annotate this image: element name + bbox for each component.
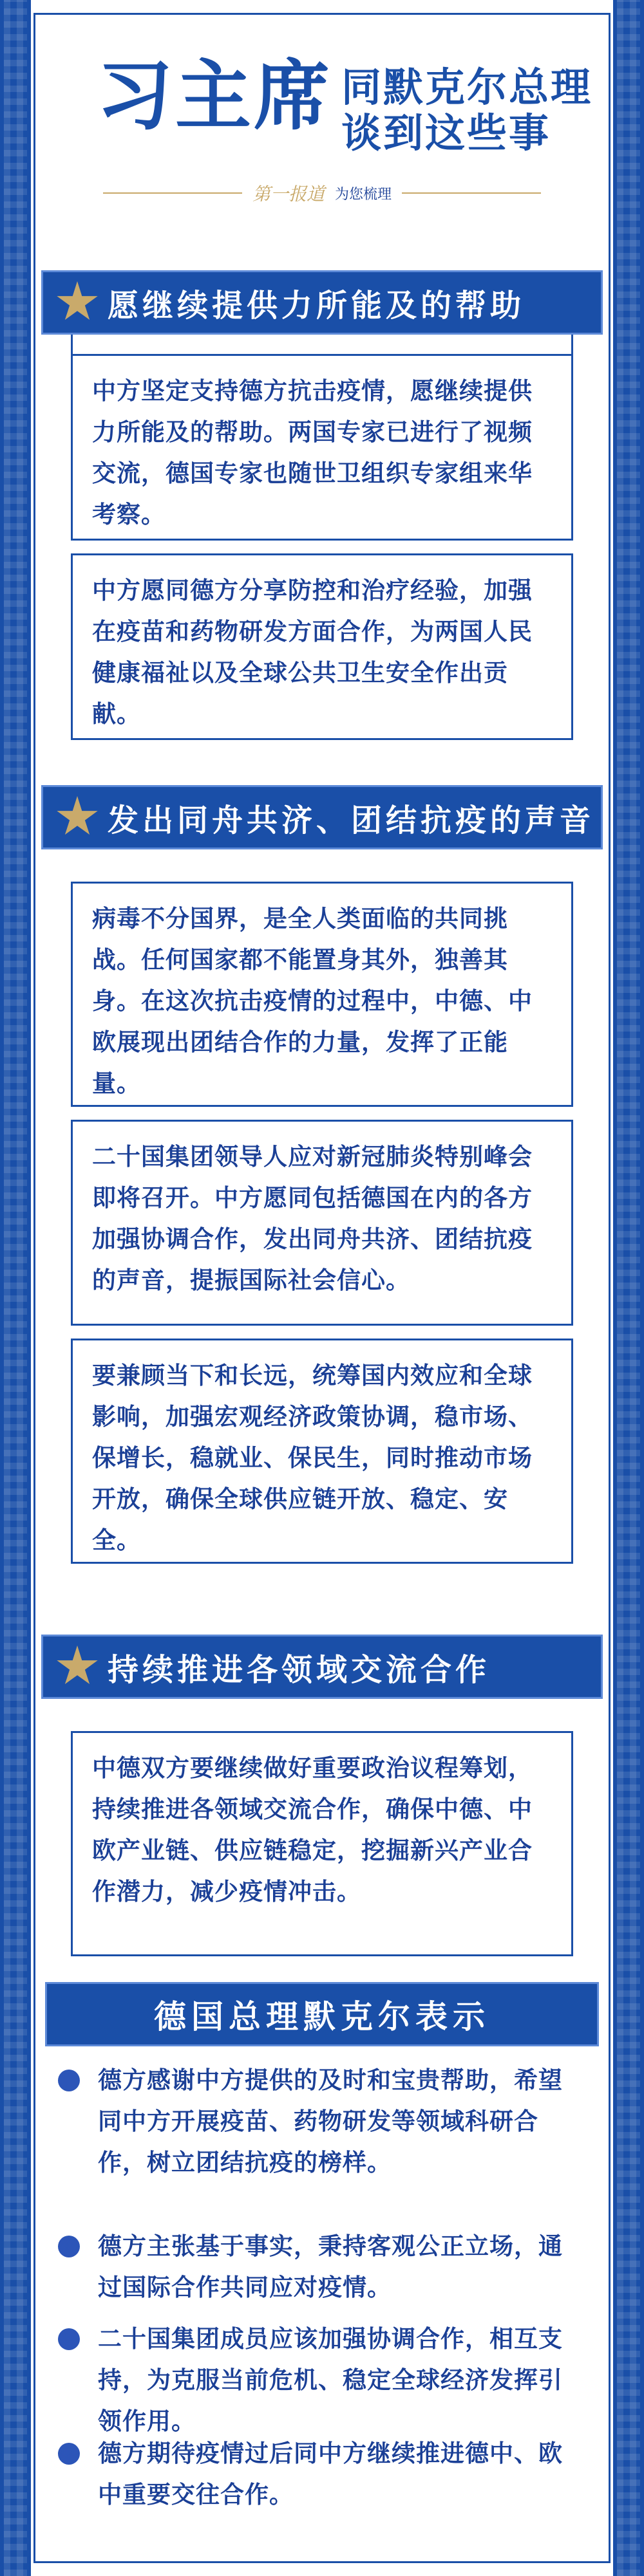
merkel-header xyxy=(45,1982,599,2046)
paragraph-box xyxy=(71,553,573,740)
merkel-bullet-list xyxy=(58,2059,586,2548)
brand-logo-text: 第一报道 xyxy=(252,183,325,205)
subtitle-row xyxy=(103,180,541,206)
paragraph-text: 要兼顾当下和长远，统筹国内效应和全球影响，加强宏观经济政策协调，稳市场、保增长，稳就业、保民生，同时推动市场开放，确保全球供应链开放、稳定、安全。 xyxy=(92,1361,533,1554)
merkel-title: 德国总理默克尔表示 xyxy=(154,1997,490,2035)
section-title: 发出同舟共济、团结抗疫的声音 xyxy=(108,802,595,839)
paragraph-box xyxy=(71,1339,573,1564)
section-title: 持续推进各领域交流合作 xyxy=(108,1651,491,1688)
section-header-1 xyxy=(41,270,603,335)
bullet-dot-icon xyxy=(58,2328,80,2350)
left-border-band xyxy=(0,0,31,2576)
bullet-dot-icon xyxy=(58,2070,80,2091)
list-item xyxy=(58,2432,586,2515)
paragraph-text: 中方愿同德方分享防控和治疗经验，加强在疫苗和药物研发方面合作，为两国人民健康福祉以及全球公共卫生安全作出贡献。 xyxy=(92,576,533,728)
divider-line-right xyxy=(402,192,541,194)
title-line-2: 谈到这些事 xyxy=(341,109,551,157)
paragraph-text: 病毒不分国界，是全人类面临的共同挑战。任何国家都不能置身其外，独善其身。在这次抗击疫情的过程中，中德、中欧展现出团结合作的力量，发挥了正能量。 xyxy=(92,904,533,1097)
paragraph-box xyxy=(71,354,573,541)
tagline: 为您梳理 xyxy=(335,186,392,203)
star-icon xyxy=(56,281,99,324)
title-line-1: 同默克尔总理 xyxy=(341,64,593,111)
paragraph-text: 二十国集团领导人应对新冠肺炎特别峰会即将召开。中方愿同包括德国在内的各方加强协调合作，发出同舟共济、团结抗疫的声音，提振国际社会信心。 xyxy=(92,1142,533,1294)
list-item xyxy=(58,2225,586,2308)
list-item-text: 二十国集团成员应该加强协调合作，相互支持，为克服当前危机、稳定全球经济发挥引领作用。 xyxy=(98,2324,563,2435)
section-header-3 xyxy=(41,1635,603,1699)
section-header-2 xyxy=(41,785,603,849)
right-border-band xyxy=(613,0,644,2576)
page-header xyxy=(0,51,644,212)
title-right-block xyxy=(341,64,592,156)
list-item-text: 德方期待疫情过后同中方继续推进德中、欧中重要交往合作。 xyxy=(98,2439,563,2508)
star-icon xyxy=(56,796,99,839)
paragraph-box xyxy=(71,1731,573,1956)
list-item xyxy=(58,2059,586,2183)
section-title: 愿继续提供力所能及的帮助 xyxy=(108,287,526,324)
list-item xyxy=(58,2318,586,2442)
bullet-dot-icon xyxy=(58,2236,80,2257)
divider-line-left xyxy=(103,192,242,194)
bullet-dot-icon xyxy=(58,2443,80,2465)
star-icon xyxy=(56,1645,99,1688)
paragraph-text: 中方坚定支持德方抗击疫情，愿继续提供力所能及的帮助。两国专家已进行了视频交流，德国专家也随世卫组织专家组来华考察。 xyxy=(92,376,533,528)
list-item-text: 德方感谢中方提供的及时和宝贵帮助，希望同中方开展疫苗、药物研发等领域科研合作，树立团结抗疫的榜样。 xyxy=(98,2066,563,2176)
title-main: 习主席 xyxy=(97,51,333,140)
paragraph-box xyxy=(71,882,573,1107)
paragraph-box xyxy=(71,1120,573,1326)
list-item-text: 德方主张基于事实，秉持客观公正立场，通过国际合作共同应对疫情。 xyxy=(98,2232,563,2301)
paragraph-text: 中德双方要继续做好重要政治议程筹划，持续推进各领域交流合作，确保中德、中欧产业链、供应链稳定，挖掘新兴产业合作潜力，减少疫情冲击。 xyxy=(92,1754,533,1905)
